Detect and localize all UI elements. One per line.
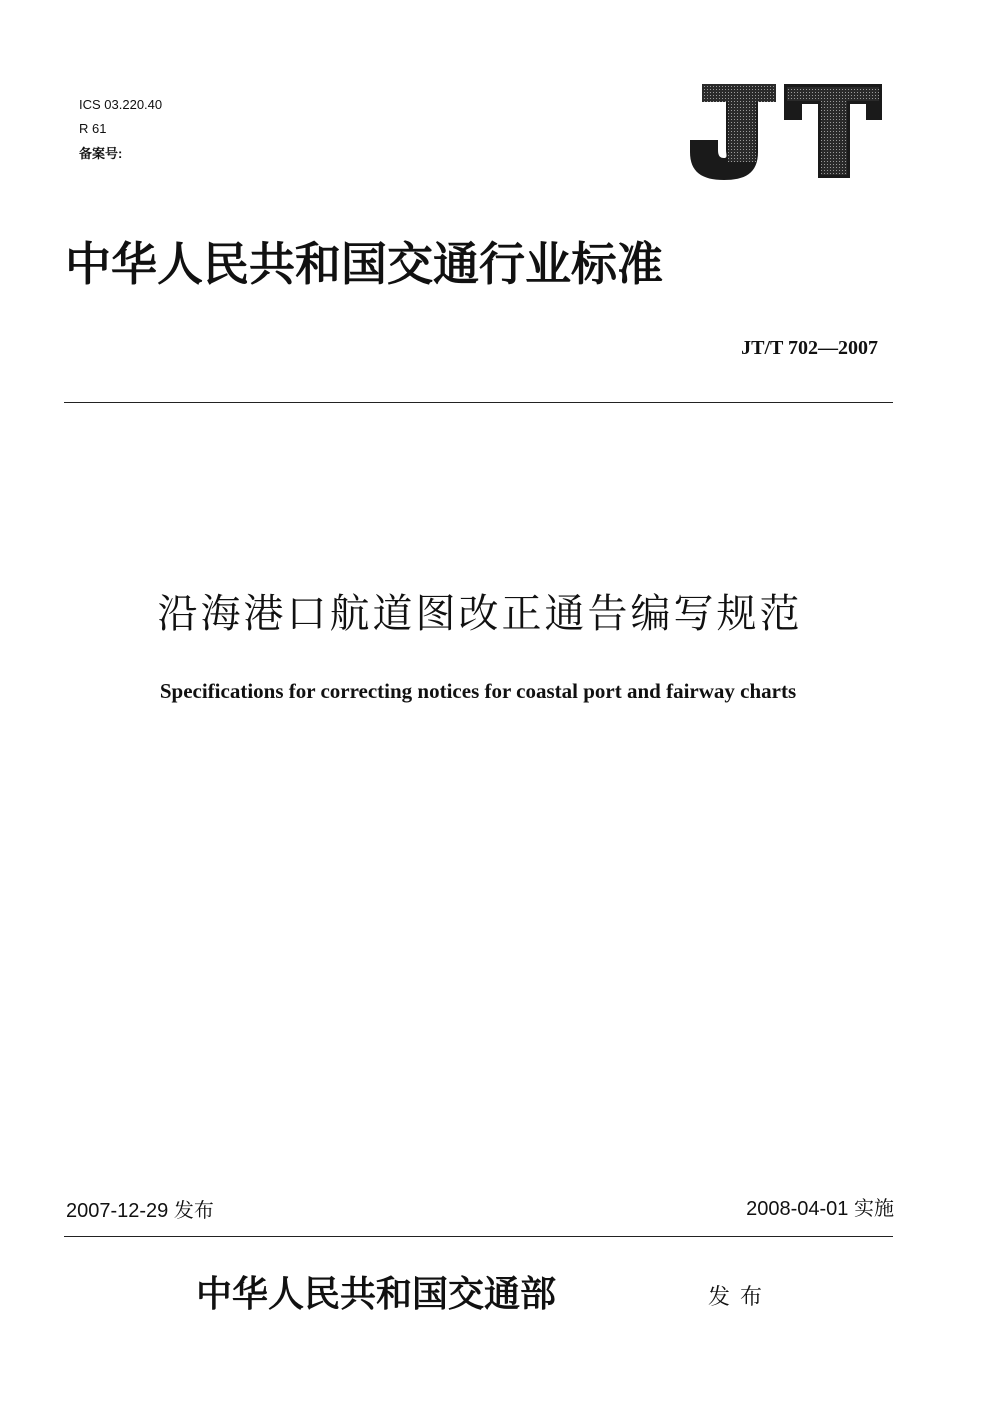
bottom-divider (64, 1236, 893, 1237)
title-chinese-text: 沿海港口航道图改正通告编写规范 (157, 591, 803, 637)
issuer-action: 发布 (708, 1285, 773, 1310)
title-english-text: Specifications for correcting notices for coastal port and fairway charts (159, 679, 797, 703)
jt-logo (688, 82, 884, 182)
logo-letter-j (690, 84, 776, 180)
issue-date: 2007-12-29 发布 (66, 1200, 214, 1222)
title-chinese (0, 588, 1000, 640)
standard-type-heading: 中华人民共和国交通行业标准 (65, 237, 663, 291)
issuer-name: 中华人民共和国交通部 (196, 1273, 557, 1315)
classification-code: R 61 (79, 121, 107, 136)
implementation-date: 2008-04-01 实施 (746, 1198, 894, 1220)
title-english (0, 678, 1000, 704)
ics-code: ICS 03.220.40 (79, 97, 163, 112)
logo-letter-t (784, 84, 882, 178)
standard-number: JT/T 702—2007 (741, 337, 878, 359)
top-divider (64, 402, 893, 403)
record-number-label: 备案号: (79, 146, 123, 161)
